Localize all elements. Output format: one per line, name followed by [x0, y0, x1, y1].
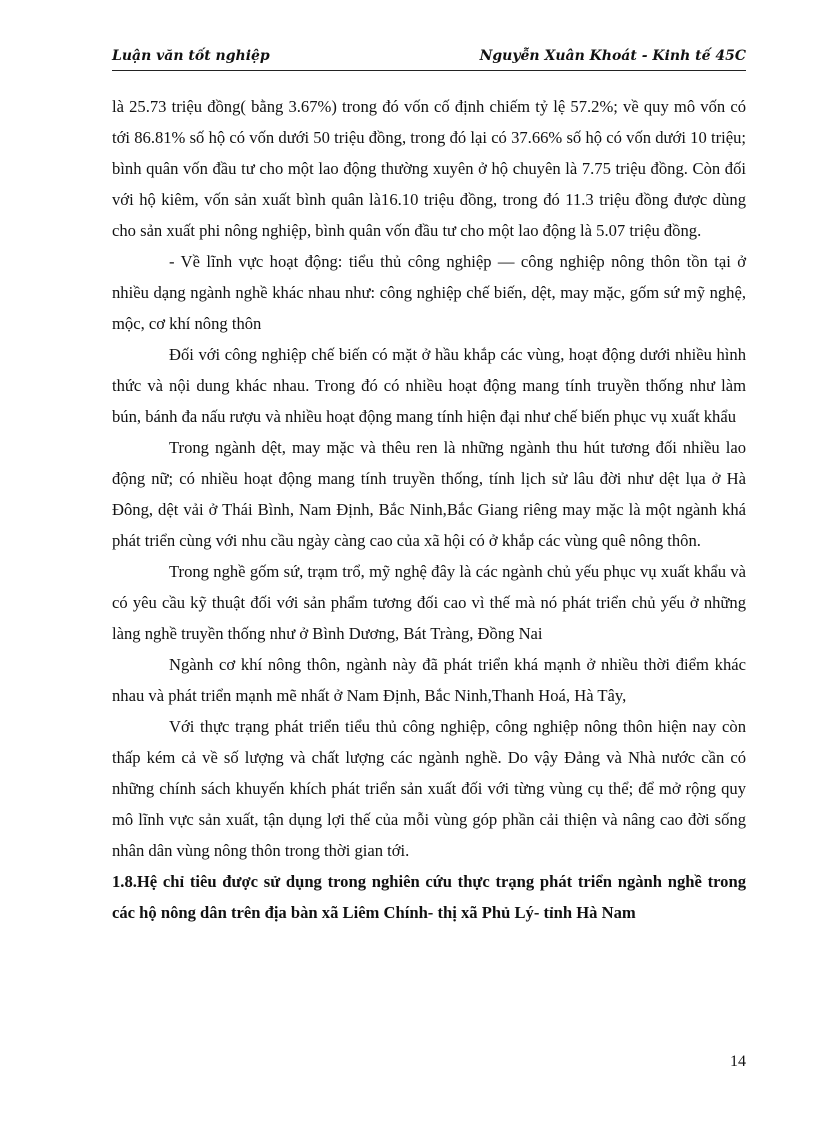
section-heading: 1.8.Hệ chỉ tiêu được sử dụng trong nghiên cứu thực trạng phát triển ngành nghề trong các hộ nông dân trên địa bàn xã Liêm Chính- thị xã Phủ Lý- tỉnh Hà Nam — [112, 872, 746, 922]
paragraph-activity-fields: - Về lĩnh vực hoạt động: tiểu thủ công nghiệp — công nghiệp nông thôn tồn tại ở nhiều dạng ngành nghề khác nhau như: công nghiệp chế biến, dệt, may mặc, gốm sứ mỹ nghệ, mộc, cơ khí nông thôn — [112, 252, 746, 333]
page-header — [112, 48, 746, 70]
header-author-label: Nguyễn Xuân Khoát - Kinh tế 45C — [479, 48, 746, 64]
paragraph-ceramics: Trong nghề gốm sứ, trạm trổ, mỹ nghệ đây là các ngành chủ yếu phục vụ xuất khẩu và có yêu cầu kỹ thuật đối với sản phẩm tương đối cao vì thế mà nó phát triển chủ yếu ở những làng nghề truyền thống như ở Bình Dương, Bát Tràng, Đồng Nai — [112, 562, 746, 643]
paragraph-textile: Trong ngành dệt, may mặc và thêu ren là những ngành thu hút tương đối nhiều lao động nữ; có nhiều hoạt động mang tính truyền thống, tính lịch sử lâu đời như dệt lụa ở Hà Đông, dệt vải ở Thái Bình, Nam Định, Bắc Ninh,Bắc Giang riêng may mặc là một ngành khá phát triển cùng với nhu cầu ngày càng cao của xã hội có ở khắp các vùng quê nông thôn. — [112, 438, 746, 550]
paragraph-processing-industry: Đối với công nghiệp chế biến có mặt ở hầu khắp các vùng, hoạt động dưới nhiều hình thức và nội dung khác nhau. Trong đó có nhiều hoạt động mang tính truyền thống như làm bún, bánh đa nấu rượu và nhiều hoạt động mang tính hiện đại như chế biến phục vụ xuất khẩu — [112, 345, 746, 426]
paragraph-mechanics: Ngành cơ khí nông thôn, ngành này đã phát triển khá mạnh ở nhiều thời điểm khác nhau và phát triển mạnh mẽ nhất ở Nam Định, Bắc Ninh,Thanh Hoá, Hà Tây, — [112, 655, 746, 705]
header-thesis-label: Luận văn tốt nghiệp — [112, 48, 270, 64]
document-body — [112, 91, 746, 928]
header-divider — [112, 70, 746, 71]
paragraph-conclusion: Với thực trạng phát triển tiểu thủ công nghiệp, công nghiệp nông thôn hiện nay còn thấp kém cả về số lượng và chất lượng các ngành nghề. Do vậy Đảng và Nhà nước cần có những chính sách khuyến khích phát triển sản xuất đối với từng vùng cụ thể; để mở rộng quy mô lĩnh vực sản xuất, tận dụng lợi thế của mỗi vùng góp phần cải thiện và nâng cao đời sống nhân dân vùng nông thôn trong thời gian tới. — [112, 717, 746, 860]
page-number: 14 — [730, 1053, 746, 1070]
paragraph-capital: là 25.73 triệu đồng( bằng 3.67%) trong đó vốn cố định chiếm tỷ lệ 57.2%; về quy mô vốn có tới 86.81% số hộ có vốn dưới 50 triệu đồng, trong đó lại có 37.66% số hộ có vốn dưới 10 triệu; bình quân vốn đầu tư cho một lao động thường xuyên ở hộ chuyên là 7.75 triệu đồng. Còn đối với hộ kiêm, vốn sản xuất bình quân là16.10 triệu đồng, trong đó 11.3 triệu đồng được dùng cho sản xuất phi nông nghiệp, bình quân vốn đầu tư cho một lao động là 5.07 triệu đồng. — [112, 97, 746, 240]
